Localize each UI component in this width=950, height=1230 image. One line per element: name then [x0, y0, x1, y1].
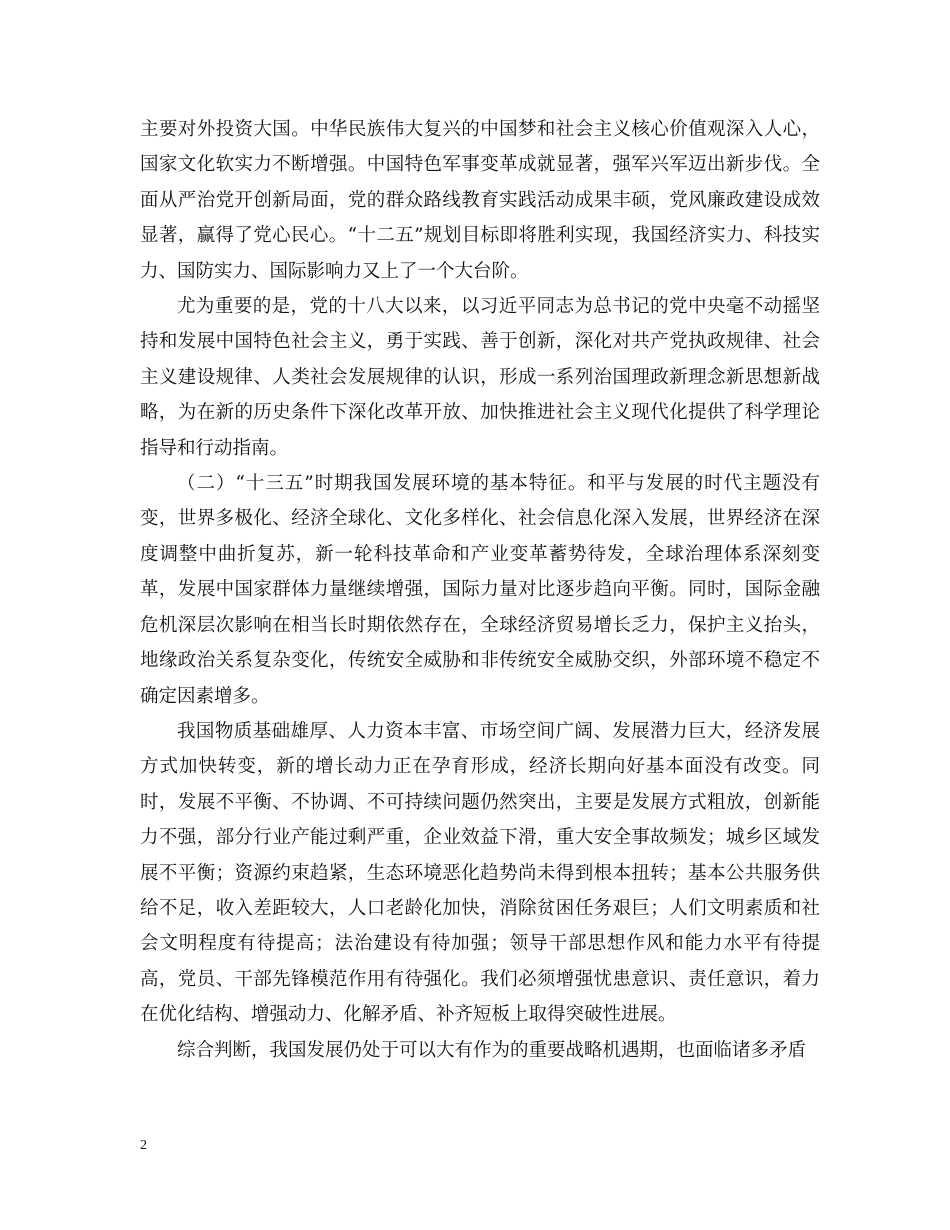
paragraph-4: 我国物质基础雄厚、人力资本丰富、市场空间广阔、发展潜力巨大，经济发展方式加快转变，新的增长动力正在孕育形成，经济长期向好基本面没有改变。同时，发展不平衡、不协调、不可持续问题仍然突出，主要是发展方式粗放，创新能力不强，部分行业产能过剩严重，企业效益下滑，重大安全事故频发；城乡区域发展不平衡；资源约束趋紧，生态环境恶化趋势尚未得到根本扭转；基本公共服务供给不足，收入差距较大，人口老龄化加快，消除贫困任务艰巨；人们文明素质和社会文明程度有待提高；法治建设有待加强；领导干部思想作风和能力水平有待提高，党员、干部先锋模范作用有待强化。我们必须增强忧患意识、责任意识，着力在优化结构、增强动力、化解矛盾、补齐短板上取得突破性进展。	[140, 720, 820, 1026]
page-number: 2	[140, 1138, 147, 1153]
paragraph-2: 尤为重要的是，党的十八大以来，以习近平同志为总书记的党中央毫不动摇坚持和发展中国特色社会主义，勇于实践、善于创新，深化对共产党执政规律、社会主义建设规律、人类社会发展规律的认识，形成一系列治国理政新理念新思想新战略，为在新的历史条件下深化改革开放、加快推进社会主义现代化提供了科学理论指导和行动指南。	[140, 296, 820, 459]
paragraph-1: 主要对外投资大国。中华民族伟大复兴的中国梦和社会主义核心价值观深入人心，国家文化软实力不断增强。中国特色军事变革成就显著，强军兴军迈出新步伐。全面从严治党开创新局面，党的群众路线教育实践活动成果丰硕，党风廉政建设成效显著，赢得了党心民心。“十二五”规划目标即将胜利实现，我国经济实力、科技实力、国防实力、国际影响力又上了一个大台阶。	[140, 119, 820, 282]
paragraph-5: 综合判断，我国发展仍处于可以大有作为的重要战略机遇期，也面临诸多矛盾	[177, 1039, 807, 1061]
document-body	[140, 112, 820, 1068]
paragraph-3: （二）“十三五”时期我国发展环境的基本特征。和平与发展的时代主题没有变，世界多极化、经济全球化、文化多样化、社会信息化深入发展，世界经济在深度调整中曲折复苏，新一轮科技革命和产业变革蓄势待发，全球治理体系深刻变革，发展中国家群体力量继续增强，国际力量对比逐步趋向平衡。同时，国际金融危机深层次影响在相当长时期依然存在，全球经济贸易增长乏力，保护主义抬头，地缘政治关系复杂变化，传统安全威胁和非传统安全威胁交织，外部环境不稳定不确定因素增多。	[140, 473, 820, 707]
